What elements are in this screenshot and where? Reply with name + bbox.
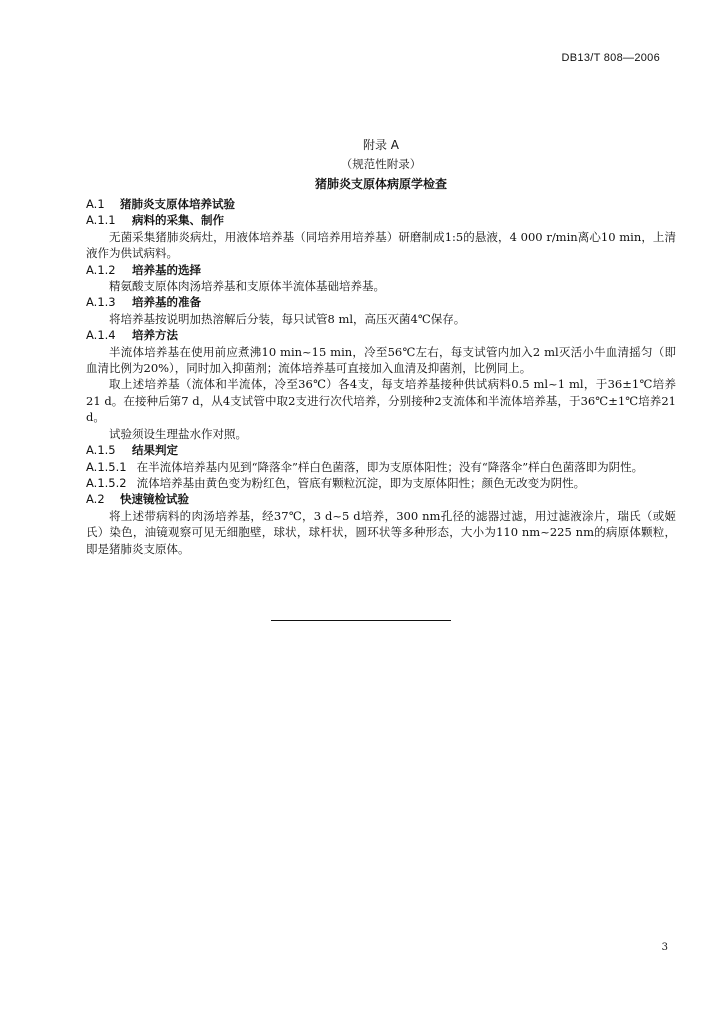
numbered-clause	[86, 459, 676, 475]
clause-number: A.1.5.2	[86, 475, 127, 490]
section-number: A.1	[86, 197, 105, 211]
section-title: 结果判定	[132, 443, 178, 458]
section-title: 猪肺炎支原体培养试验	[120, 197, 235, 211]
paragraph: 试验须设生理盐水作对照。	[109, 426, 247, 441]
section-heading	[86, 262, 676, 278]
paragraph: 半流体培养基在使用前应煮沸10 min~15 min，冷至56℃左右，每支试管内加入2 ml灭活小牛血清摇匀（即血清比例为20%），同时加入抑菌剂；流体培养基可直接加入血清及抑菌剂，比例同上。	[86, 344, 676, 376]
clause-text: 在半流体培养基内见到“降落伞”样白色菌落，即为支原体阳性；没有“降落伞”样白色菌落即为阴性。	[136, 459, 644, 474]
annex-label: 附录 A	[362, 138, 400, 152]
section-title: 病料的采集、制作	[132, 213, 224, 228]
paragraph: 无菌采集猪肺炎病灶，用液体培养基（同培养用培养基）研磨制成1:5的悬液，4 000 r/min离心10 min，上清液作为供试病料。	[86, 229, 676, 261]
paragraph: 将培养基按说明加热溶解后分装，每只试管8 ml，高压灭菌4℃保存。	[109, 311, 466, 326]
end-rule	[271, 620, 451, 621]
section-heading	[86, 327, 676, 343]
paragraph: 将上述带病料的肉汤培养基，经37℃，3 d~5 d培养，300 nm孔径的滤器过滤，用过滤液涂片，瑞氏（或姬氏）染色，油镜观察可见无细胞壁，球状，球杆状，圆环状等多种形态，大小为110 nm~225 nm的病原体颗粒，即是猪肺炎支原体。	[86, 508, 676, 556]
page-number: 3	[661, 942, 668, 953]
section-title: 培养基的选择	[132, 262, 201, 277]
section-heading	[86, 491, 676, 507]
section-title: 快速镜检试验	[120, 492, 189, 507]
section-heading	[86, 442, 676, 458]
section-heading	[86, 196, 676, 212]
paragraph: 取上述培养基（流体和半流体，冷至36℃）各4支，每支培养基接种供试病料0.5 ml~1 ml，于36±1℃培养21 d。在接种后第7 d，从4支试管中取2支进行次代培养，分别接种2支流体和半流体培养基，于36℃±1℃培养21 d。	[86, 377, 676, 425]
numbered-clause	[86, 475, 676, 491]
paragraph: 精氨酸支原体肉汤培养基和支原体半流体基础培养基。	[109, 279, 385, 294]
document-code: DB13/T 808—2006	[561, 52, 660, 64]
section-heading	[86, 294, 676, 310]
section-number: A.2	[86, 492, 105, 507]
section-number: A.1.4	[86, 328, 116, 343]
section-heading	[86, 212, 676, 228]
section-title: 培养基的准备	[132, 295, 201, 310]
annex-normative-note: （规范性附录）	[340, 157, 422, 171]
section-number: A.1.2	[86, 262, 116, 277]
annex-title: 猪肺炎支原体病原学检查	[314, 177, 447, 191]
section-number: A.1.5	[86, 443, 116, 458]
section-number: A.1.3	[86, 295, 116, 310]
section-number: A.1.1	[86, 213, 116, 228]
clause-number: A.1.5.1	[86, 459, 127, 474]
section-title: 培养方法	[132, 328, 178, 343]
document-body	[86, 196, 676, 557]
clause-text: 流体培养基由黄色变为粉红色，管底有颗粒沉淀，即为支原体阳性；颜色无改变为阴性。	[136, 475, 586, 490]
annex-heading	[86, 136, 676, 194]
